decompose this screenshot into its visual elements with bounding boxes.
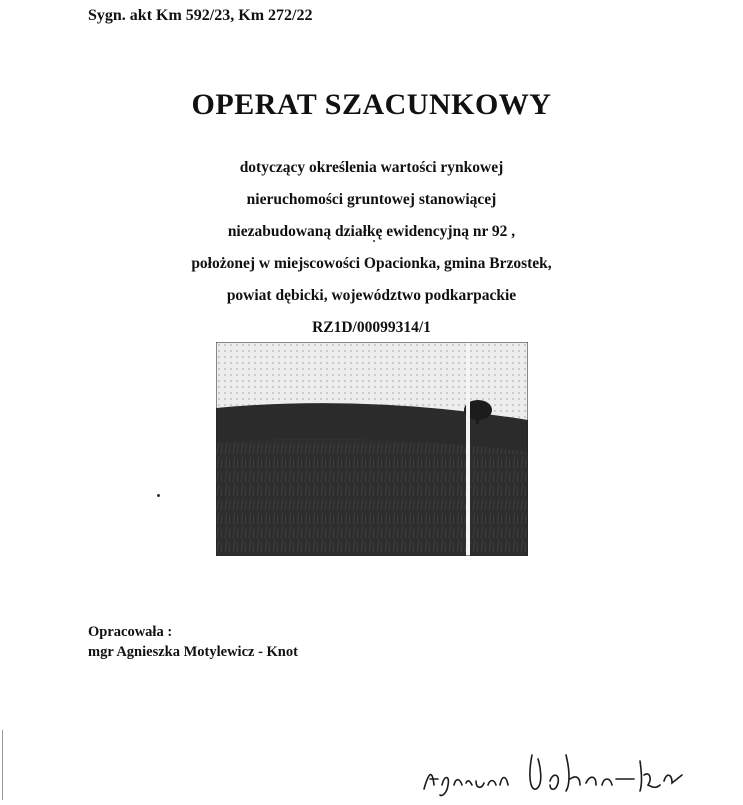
prepared-by-label: Opracowała : <box>88 624 173 640</box>
author-name: mgr Agnieszka Motylewicz - Knot <box>88 644 298 660</box>
description-line: niezabudowaną działkę ewidencyjną nr 92 , <box>227 223 516 240</box>
photo-pole <box>466 342 470 556</box>
land-register-number: RZ1D/00099314/1 <box>312 319 431 336</box>
property-photo <box>216 342 528 556</box>
description-line: nieruchomości gruntowej stanowiącej <box>246 191 497 208</box>
property-description <box>0 158 743 350</box>
scan-speck <box>157 494 160 497</box>
document-title: OPERAT SZACUNKOWY <box>191 88 552 121</box>
handwritten-signature <box>420 745 690 800</box>
description-line: dotyczący określenia wartości rynkowej <box>239 159 504 176</box>
description-line: położonej w miejscowości Opacionka, gmina Brzostek, <box>191 255 552 272</box>
case-reference: Sygn. akt Km 592/23, Km 272/22 <box>88 7 313 24</box>
scan-margin-line <box>2 730 3 800</box>
description-line: powiat dębicki, województwo podkarpackie <box>226 287 517 304</box>
scan-speck <box>373 240 375 242</box>
